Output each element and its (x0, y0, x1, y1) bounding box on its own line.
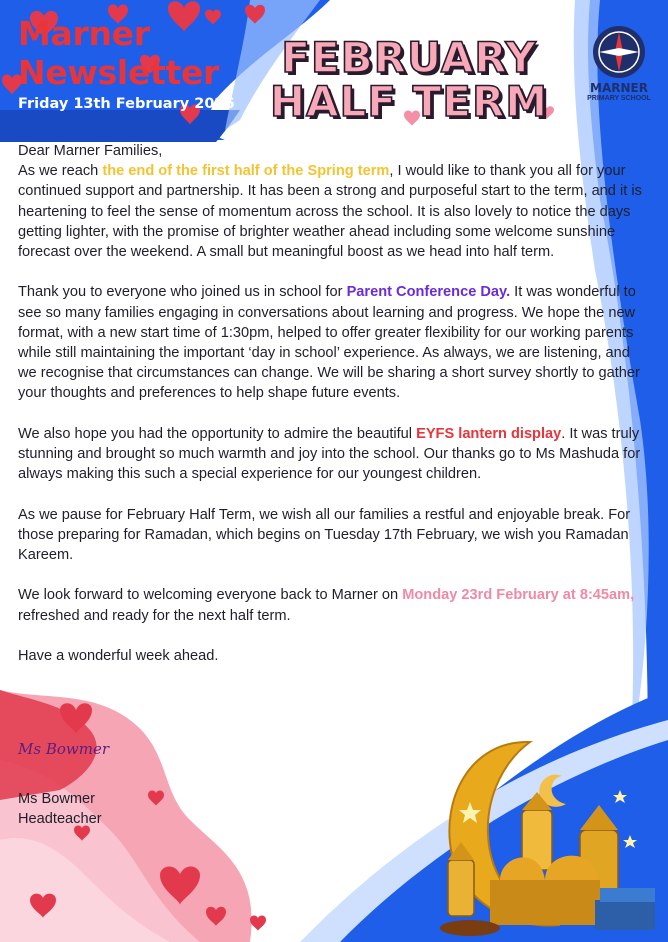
p5-text-end: refreshed and ready for the next half term. (18, 607, 291, 624)
signoff (18, 789, 102, 829)
compass-icon (593, 26, 645, 78)
p5-text: We look forward to welcoming everyone back to Marner on (18, 587, 403, 604)
title-line-2: Newsletter (18, 53, 220, 92)
paragraph-3 (18, 424, 644, 485)
spring-term-highlight: the end of the first half of the Spring term (102, 163, 390, 180)
banner-line-1: FEBRUARY (281, 33, 537, 82)
newsletter-date: Friday 13th February 2026 (18, 96, 235, 112)
paragraph-4: As we pause for February Half Term, we wish all our families a restful and enjoyable break. For those preparing for Ramadan, which begins on Tuesday 17th February, we wish you Ramadan Kareem. (18, 506, 631, 564)
p1-text: As we reach (18, 163, 103, 180)
mosque-icon (490, 880, 600, 925)
lantern-icon (448, 860, 474, 916)
signoff-name: Ms Bowmer (18, 791, 96, 807)
letter-body (18, 141, 644, 686)
newsletter-title (18, 14, 235, 112)
heart-icon (250, 916, 266, 931)
top-blue-band-dark (0, 110, 240, 142)
school-logo (578, 82, 660, 102)
p3-text: We also hope you had the opportunity to admire the beautiful (18, 425, 417, 442)
title-line-1: Marner (18, 14, 150, 53)
salutation: Dear Marner Families, (18, 143, 163, 159)
p1-text-end: , I would like to thank you all for your continued support and partnership. It has been a strong and purposeful start to the term, and it is heartening to feel the sense of momentum across the school. It is also lovely to notice the days getting lighter, with the promise of brighter weather ahead including some welcome sunshine forecast over the weekend. A small but meaningful boost as we head into half term. (18, 163, 642, 261)
paragraph-5 (18, 585, 644, 625)
return-date-highlight: Monday 23rd February at 8:45am, (402, 587, 635, 604)
signoff-role: Headteacher (18, 811, 102, 827)
closing-line: Have a wonderful week ahead. (18, 648, 219, 664)
p2-text: Thank you to everyone who joined us in school for (18, 284, 347, 301)
eyfs-highlight: EYFS lantern display (416, 425, 562, 442)
handwritten-signature: Ms Bowmer (18, 740, 109, 758)
paragraph-1 (18, 161, 644, 262)
logo-name: MARNER (590, 81, 648, 95)
half-term-banner (244, 33, 574, 126)
paragraph-2 (18, 282, 644, 403)
logo-subtitle: PRIMARY SCHOOL (587, 95, 651, 102)
p3-text-end: . It was truly stunning and brought so much warmth and joy into the school. Our thanks go to Ms Mashuda for always making this such a special experience for our youngest children. (18, 425, 641, 483)
parent-conference-highlight: Parent Conference Day. (346, 284, 511, 301)
p2-text-end: It was wonderful to see so many families engaging in conversations about learning and progress. We hope the new format, with a new start time of 1:30pm, helped to offer greater flexibility for our working parents while still maintaining the important ‘day in school’ experience. As always, we are listening, and we recognise that circumstances can change. We will be sharing a short survey shortly to gather your thoughts and preferences to help shape future events. (18, 284, 640, 402)
banner-line-2: HALF TERM (269, 77, 549, 126)
